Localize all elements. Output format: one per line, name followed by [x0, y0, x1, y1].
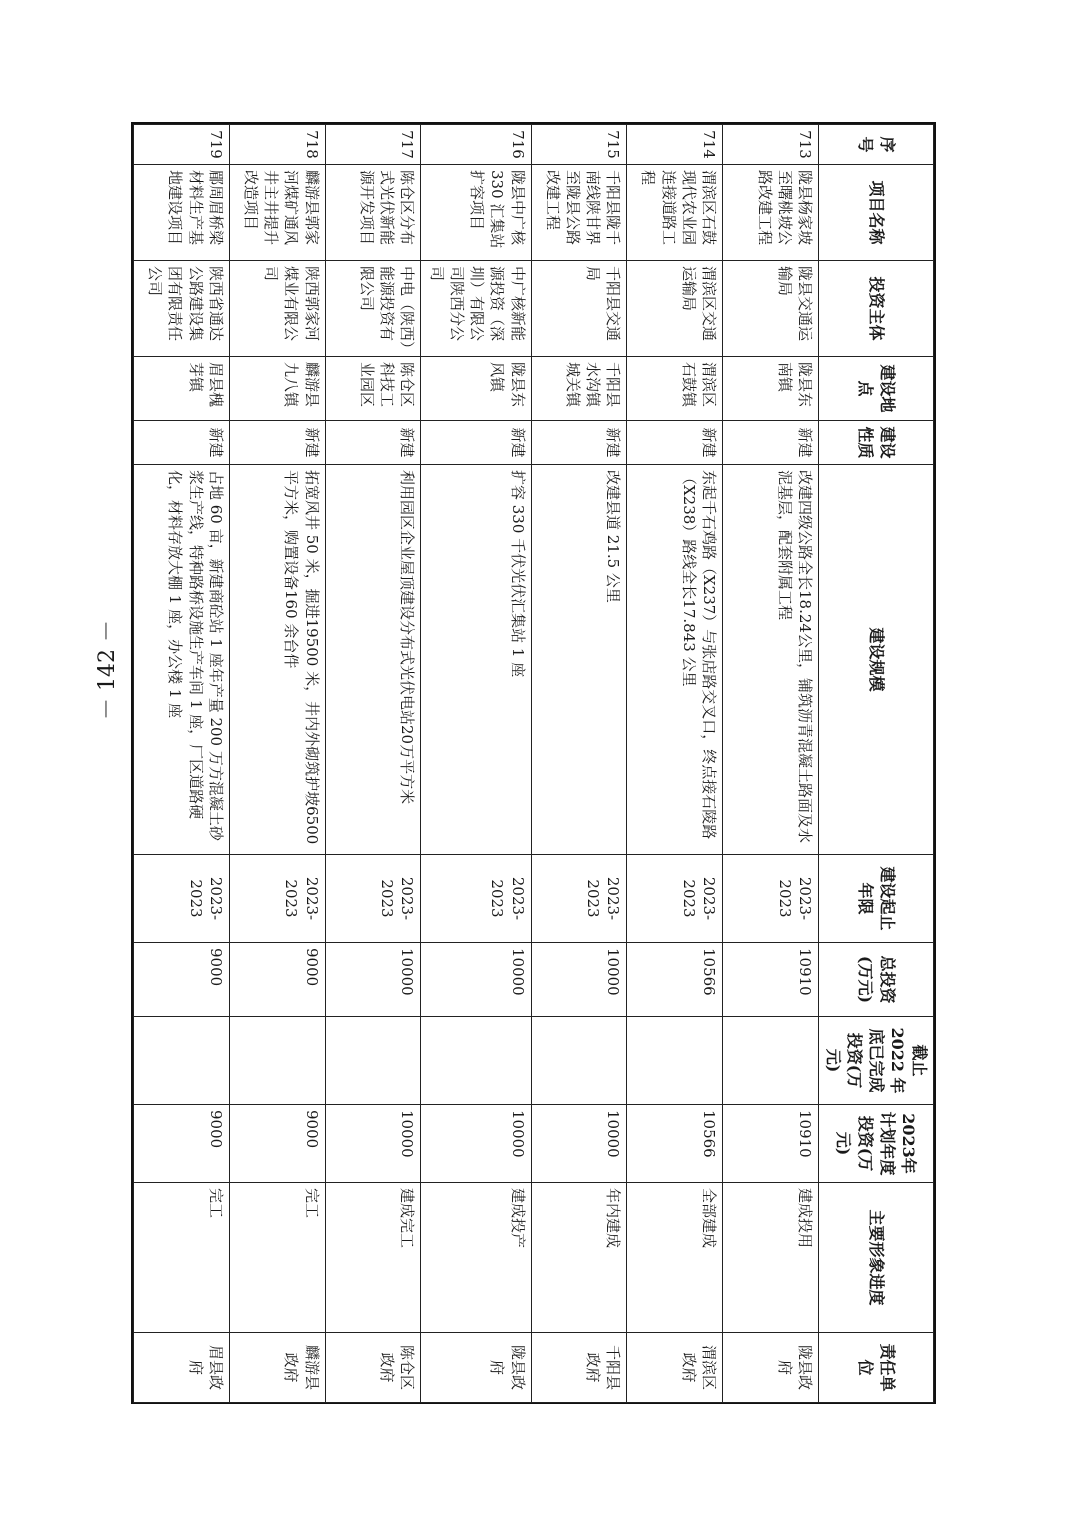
table-header-row — [819, 125, 934, 1403]
cell-investor: 渭滨区交通运输局 — [627, 261, 723, 357]
cell-plan: 10000 — [325, 1105, 421, 1183]
cell-investor: 中电（陕西）能源投资有限公司 — [325, 261, 421, 357]
table-row — [325, 125, 421, 1403]
document-page — [131, 122, 936, 1404]
cell-nature: 新建 — [229, 421, 325, 465]
table-row — [531, 125, 627, 1403]
cell-unit: 千阳县政府 — [531, 1333, 627, 1403]
rotated-table-container — [133, 124, 934, 1402]
cell-scale: 占地 60 亩，新建商砼站 1 座年产量 200 万方混凝土砂浆生产线，特种路桥设施生产车间 1 座，厂区道路硬化，材料存放大棚 1 座，办公楼 1 座 — [134, 465, 230, 855]
cell-progress: 完工 — [134, 1183, 230, 1333]
page-number: － 142 － — [95, 620, 120, 720]
cell-investor: 陕西省通达公路建设集团有限责任公司 — [134, 261, 230, 357]
cell-period: 2023-2023 — [325, 855, 421, 943]
cell-investor: 千阳县交通局 — [531, 261, 627, 357]
cell-seq: 719 — [134, 125, 230, 165]
header-seq: 序号 — [819, 125, 934, 165]
cell-period: 2023-2023 — [531, 855, 627, 943]
cell-scale: 拓宽风井 50 米，掘进19500 米，井内外砌筑护坡6500 平方米，购置设备160 余台件 — [229, 465, 325, 855]
cell-nature: 新建 — [325, 421, 421, 465]
cell-location: 眉县槐芽镇 — [134, 357, 230, 421]
cell-total: 10910 — [723, 943, 819, 1017]
cell-name: 千阳县陇千南线陕甘界至陇县公路改建工程 — [531, 165, 627, 261]
cell-progress: 建成投用 — [723, 1183, 819, 1333]
header-total: 总投资(万元) — [819, 943, 934, 1017]
cell-plan: 9000 — [134, 1105, 230, 1183]
cell-seq: 717 — [325, 125, 421, 165]
cell-seq: 718 — [229, 125, 325, 165]
cell-nature: 新建 — [134, 421, 230, 465]
cell-period: 2023-2023 — [723, 855, 819, 943]
header-scale: 建设规模 — [819, 465, 934, 855]
header-investor: 投资主体 — [819, 261, 934, 357]
cell-unit: 眉县政府 — [134, 1333, 230, 1403]
cell-name: 麟游县郭家河煤矿通风井主井提升改造项目 — [229, 165, 325, 261]
cell-nature: 新建 — [421, 421, 531, 465]
table-row — [723, 125, 819, 1403]
table-row — [134, 125, 230, 1403]
cell-nature: 新建 — [531, 421, 627, 465]
cell-progress: 年内建成 — [531, 1183, 627, 1333]
cell-period: 2023-2023 — [229, 855, 325, 943]
cell-done — [134, 1017, 230, 1105]
header-progress: 主要形象进度 — [819, 1183, 934, 1333]
cell-done — [421, 1017, 531, 1105]
header-name: 项目名称 — [819, 165, 934, 261]
header-nature: 建设性质 — [819, 421, 934, 465]
cell-plan: 9000 — [229, 1105, 325, 1183]
cell-total: 9000 — [134, 943, 230, 1017]
cell-period: 2023-2023 — [627, 855, 723, 943]
cell-unit: 陇县政府 — [421, 1333, 531, 1403]
cell-seq: 716 — [421, 125, 531, 165]
cell-name: 陇县中广核 330 汇集站扩容项目 — [421, 165, 531, 261]
table-row — [421, 125, 531, 1403]
cell-unit: 陇县政府 — [723, 1333, 819, 1403]
cell-scale: 利用园区企业屋顶建设分布式光伏电站20万平方米 — [325, 465, 421, 855]
cell-nature: 新建 — [627, 421, 723, 465]
cell-name: 陈仓区分布式光伏新能源开发项目 — [325, 165, 421, 261]
cell-progress: 建成投产 — [421, 1183, 531, 1333]
cell-period: 2023-2023 — [134, 855, 230, 943]
cell-progress: 全部建成 — [627, 1183, 723, 1333]
cell-total: 10566 — [627, 943, 723, 1017]
cell-location: 渭滨区石鼓镇 — [627, 357, 723, 421]
header-unit: 责任单位 — [819, 1333, 934, 1403]
cell-total: 10000 — [325, 943, 421, 1017]
cell-progress: 完工 — [229, 1183, 325, 1333]
cell-period: 2023-2023 — [421, 855, 531, 943]
cell-plan: 10000 — [421, 1105, 531, 1183]
cell-total: 9000 — [229, 943, 325, 1017]
cell-plan: 10566 — [627, 1105, 723, 1183]
cell-name: 郿周眉桥梁材料生产基地建设项目 — [134, 165, 230, 261]
cell-investor: 陇县交通运输局 — [723, 261, 819, 357]
cell-progress: 建成完工 — [325, 1183, 421, 1333]
cell-location: 陇县东风镇 — [421, 357, 531, 421]
header-done: 截止 2022 年底已完成投资(万元) — [819, 1017, 934, 1105]
cell-seq: 715 — [531, 125, 627, 165]
cell-plan: 10000 — [531, 1105, 627, 1183]
cell-plan: 10910 — [723, 1105, 819, 1183]
cell-location: 陇县东南镇 — [723, 357, 819, 421]
cell-scale: 改建县道 21.5 公里 — [531, 465, 627, 855]
table-body — [134, 125, 819, 1403]
cell-seq: 714 — [627, 125, 723, 165]
cell-nature: 新建 — [723, 421, 819, 465]
cell-total: 10000 — [421, 943, 531, 1017]
cell-scale: 东起千石鸡路（X237）与张店路交叉口，终点接石陵路（X238）路线全长17.843 公里 — [627, 465, 723, 855]
cell-location: 陈仓区科技工业园区 — [325, 357, 421, 421]
cell-unit: 麟游县政府 — [229, 1333, 325, 1403]
cell-unit: 渭滨区政府 — [627, 1333, 723, 1403]
table-row — [229, 125, 325, 1403]
cell-done — [325, 1017, 421, 1105]
cell-unit: 陈仓区政府 — [325, 1333, 421, 1403]
cell-name: 陇县杨家坡至曙桃坡公路改建工程 — [723, 165, 819, 261]
cell-name: 渭滨区石鼓现代农业园连接道路工程 — [627, 165, 723, 261]
cell-done — [229, 1017, 325, 1105]
cell-scale: 改建四级公路全长18.24公里，铺筑沥青混凝土路面及水泥基层，配套附属工程 — [723, 465, 819, 855]
cell-seq: 713 — [723, 125, 819, 165]
header-period: 建设起止年限 — [819, 855, 934, 943]
table-row — [627, 125, 723, 1403]
cell-scale: 扩容 330 千伏光伏汇集站 1 座 — [421, 465, 531, 855]
cell-done — [627, 1017, 723, 1105]
cell-total: 10000 — [531, 943, 627, 1017]
cell-location: 麟游县九八镇 — [229, 357, 325, 421]
cell-done — [723, 1017, 819, 1105]
header-plan: 2023年计划年度投资(万元) — [819, 1105, 934, 1183]
cell-done — [531, 1017, 627, 1105]
project-table — [133, 124, 934, 1403]
cell-investor: 中广核新能源投资（深圳）有限公司陕西分公司 — [421, 261, 531, 357]
header-location: 建设地点 — [819, 357, 934, 421]
cell-investor: 陕西郭家河煤业有限公司 — [229, 261, 325, 357]
cell-location: 千阳县水沟镇城关镇 — [531, 357, 627, 421]
